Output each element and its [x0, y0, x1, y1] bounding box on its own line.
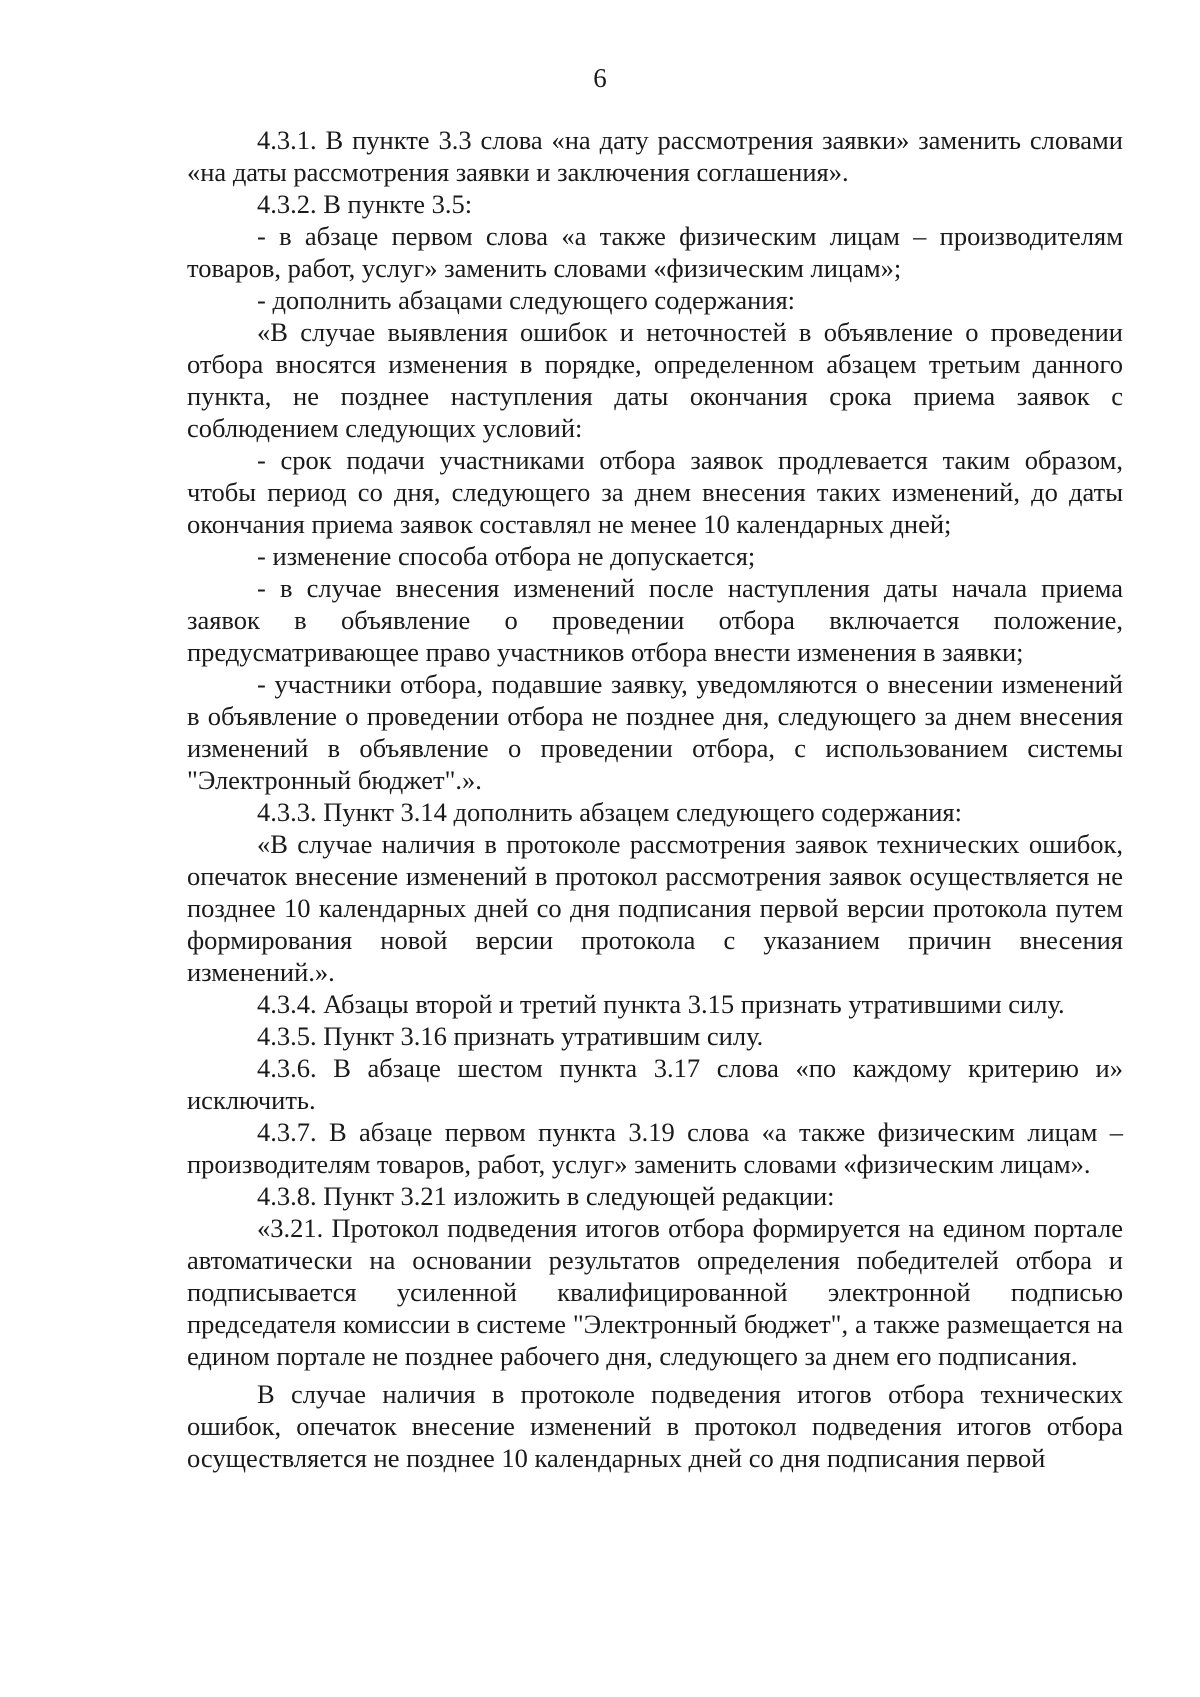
paragraph-4-3-1: 4.3.1. В пункте 3.3 слова «на дату рассмотрения заявки» заменить словами «на даты рассмотрения заявки и заключения соглашения».	[187, 125, 1123, 187]
paragraph-4-3-3: 4.3.3. Пункт 3.14 дополнить абзацем следующего содержания:	[257, 797, 962, 827]
paragraph-item: - дополнить абзацами следующего содержания:	[257, 285, 796, 315]
paragraph-item: - срок подачи участниками отбора заявок продлевается таким образом, чтобы период со дня, следующего за днем внесения таких изменений, до даты окончания приема заявок составлял не менее 10 календарных дней;	[187, 445, 1123, 539]
paragraph-continuation: В случае наличия в протоколе подведения итогов отбора технических ошибок, опечаток внесение изменений в протокол подведения итогов отбора осуществляется не позднее 10 календарных дней со дня подписания первой	[187, 1379, 1123, 1473]
paragraph-item: - изменение способа отбора не допускается;	[257, 541, 756, 571]
paragraph-4-3-4: 4.3.4. Абзацы второй и третий пункта 3.15 признать утратившими силу.	[257, 989, 1065, 1019]
paragraph-item: - в абзаце первом слова «а также физическим лицам – производителям товаров, работ, услуг» заменить словами «физическим лицам»;	[187, 221, 1123, 283]
paragraph-item: - в случае внесения изменений после наступления даты начала приема заявок в объявление о проведении отбора включается положение, предусматривающее право участников отбора внести изменения в заявки;	[187, 573, 1123, 667]
paragraph-4-3-2: 4.3.2. В пункте 3.5:	[257, 189, 473, 219]
paragraph-item: - участники отбора, подавшие заявку, уведомляются о внесении изменений в объявление о проведении отбора не позднее дня, следующего за днем внесения изменений в объявление о проведении отбора, с использованием системы "Электронный бюджет".».	[187, 669, 1123, 795]
paragraph-quote: «В случае наличия в протоколе рассмотрения заявок технических ошибок, опечаток внесение изменений в протокол рассмотрения заявок осуществляется не позднее 10 календарных дней со дня подписания первой версии протокола путем формирования новой версии протокола с указанием причин внесения изменений.».	[187, 829, 1123, 987]
document-body	[187, 124, 1123, 1474]
paragraph-4-3-8: 4.3.8. Пункт 3.21 изложить в следующей редакции:	[257, 1181, 835, 1211]
paragraph-4-3-7: 4.3.7. В абзаце первом пункта 3.19 слова «а также физическим лицам – производителям товаров, работ, услуг» заменить словами «физическим лицам».	[187, 1117, 1123, 1179]
paragraph-quote: «В случае выявления ошибок и неточностей в объявление о проведении отбора вносятся изменения в порядке, определенном абзацем третьим данного пункта, не позднее наступления даты окончания срока приема заявок с соблюдением следующих условий:	[187, 317, 1123, 443]
page-number: 6	[593, 63, 607, 93]
paragraph-quote: «3.21. Протокол подведения итогов отбора формируется на едином портале автоматически на основании результатов определения победителей отбора и подписывается усиленной квалифицированной электронной подписью председателя комиссии в системе "Электронный бюджет", а также размещается на едином портале не позднее рабочего дня, следующего за днем его подписания.	[187, 1213, 1123, 1371]
paragraph-4-3-5: 4.3.5. Пункт 3.16 признать утратившим силу.	[257, 1021, 764, 1051]
paragraph-4-3-6: 4.3.6. В абзаце шестом пункта 3.17 слова «по каждому критерию и» исключить.	[187, 1053, 1123, 1115]
